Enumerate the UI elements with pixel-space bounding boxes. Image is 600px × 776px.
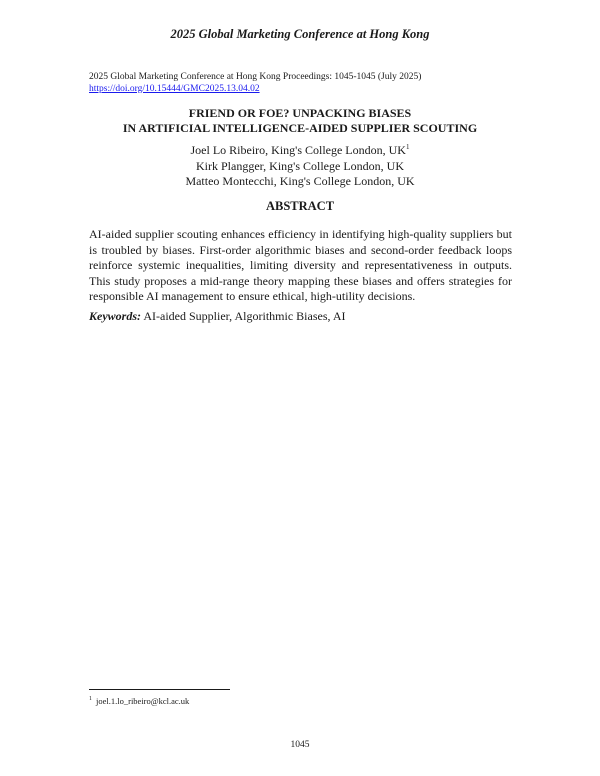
abstract-body: AI-aided supplier scouting enhances efficiency in identifying high-quality suppliers but is troubled by biases. First-order algorithmic biases and second-order feedback loops reinforce systemic inequalities, limiting diversity and representativeness in outputs. This study proposes a mid-range theory mapping these biases and offers strategies for responsible AI management to ensure ethical, high-utility decisions. (89, 227, 512, 303)
footnote-mark: 1 (89, 696, 92, 703)
doi-link[interactable]: https://doi.org/10.15444/GMC2025.13.04.02 (89, 84, 260, 94)
author-name: Matteo Montecchi, King's College London, UK (185, 174, 415, 188)
keywords (89, 309, 512, 325)
author-item (0, 174, 600, 190)
running-header: 2025 Global Marketing Conference at Hong Kong (170, 27, 430, 41)
footnote-divider (89, 689, 230, 690)
footnote-email: joel.1.lo_ribeiro@kcl.ac.uk (96, 696, 190, 706)
page-number: 1045 (290, 740, 310, 750)
keywords-label: Keywords: (89, 309, 141, 323)
keywords-value: AI-aided Supplier, Algorithmic Biases, AI (143, 309, 346, 323)
paper-title-line1: FRIEND OR FOE? UNPACKING BIASES (188, 106, 412, 120)
footnote (89, 696, 189, 706)
author-name: Kirk Plangger, King's College London, UK (196, 158, 404, 173)
author-name: Joel Lo Ribeiro, King's College London, UK (190, 143, 406, 157)
proceedings-citation: 2025 Global Marketing Conference at Hong Kong Proceedings: 1045-1045 (July 2025) (89, 72, 422, 82)
author-list (0, 143, 600, 190)
author-item (0, 143, 600, 159)
abstract-heading: ABSTRACT (265, 199, 335, 213)
author-item (0, 159, 600, 175)
paper-title (0, 106, 600, 136)
footnote-marker: 1 (405, 143, 410, 151)
proceedings-info (89, 71, 421, 95)
paper-title-line2: IN ARTIFICIAL INTELLIGENCE-AIDED SUPPLIER SCOUTING (122, 121, 478, 135)
